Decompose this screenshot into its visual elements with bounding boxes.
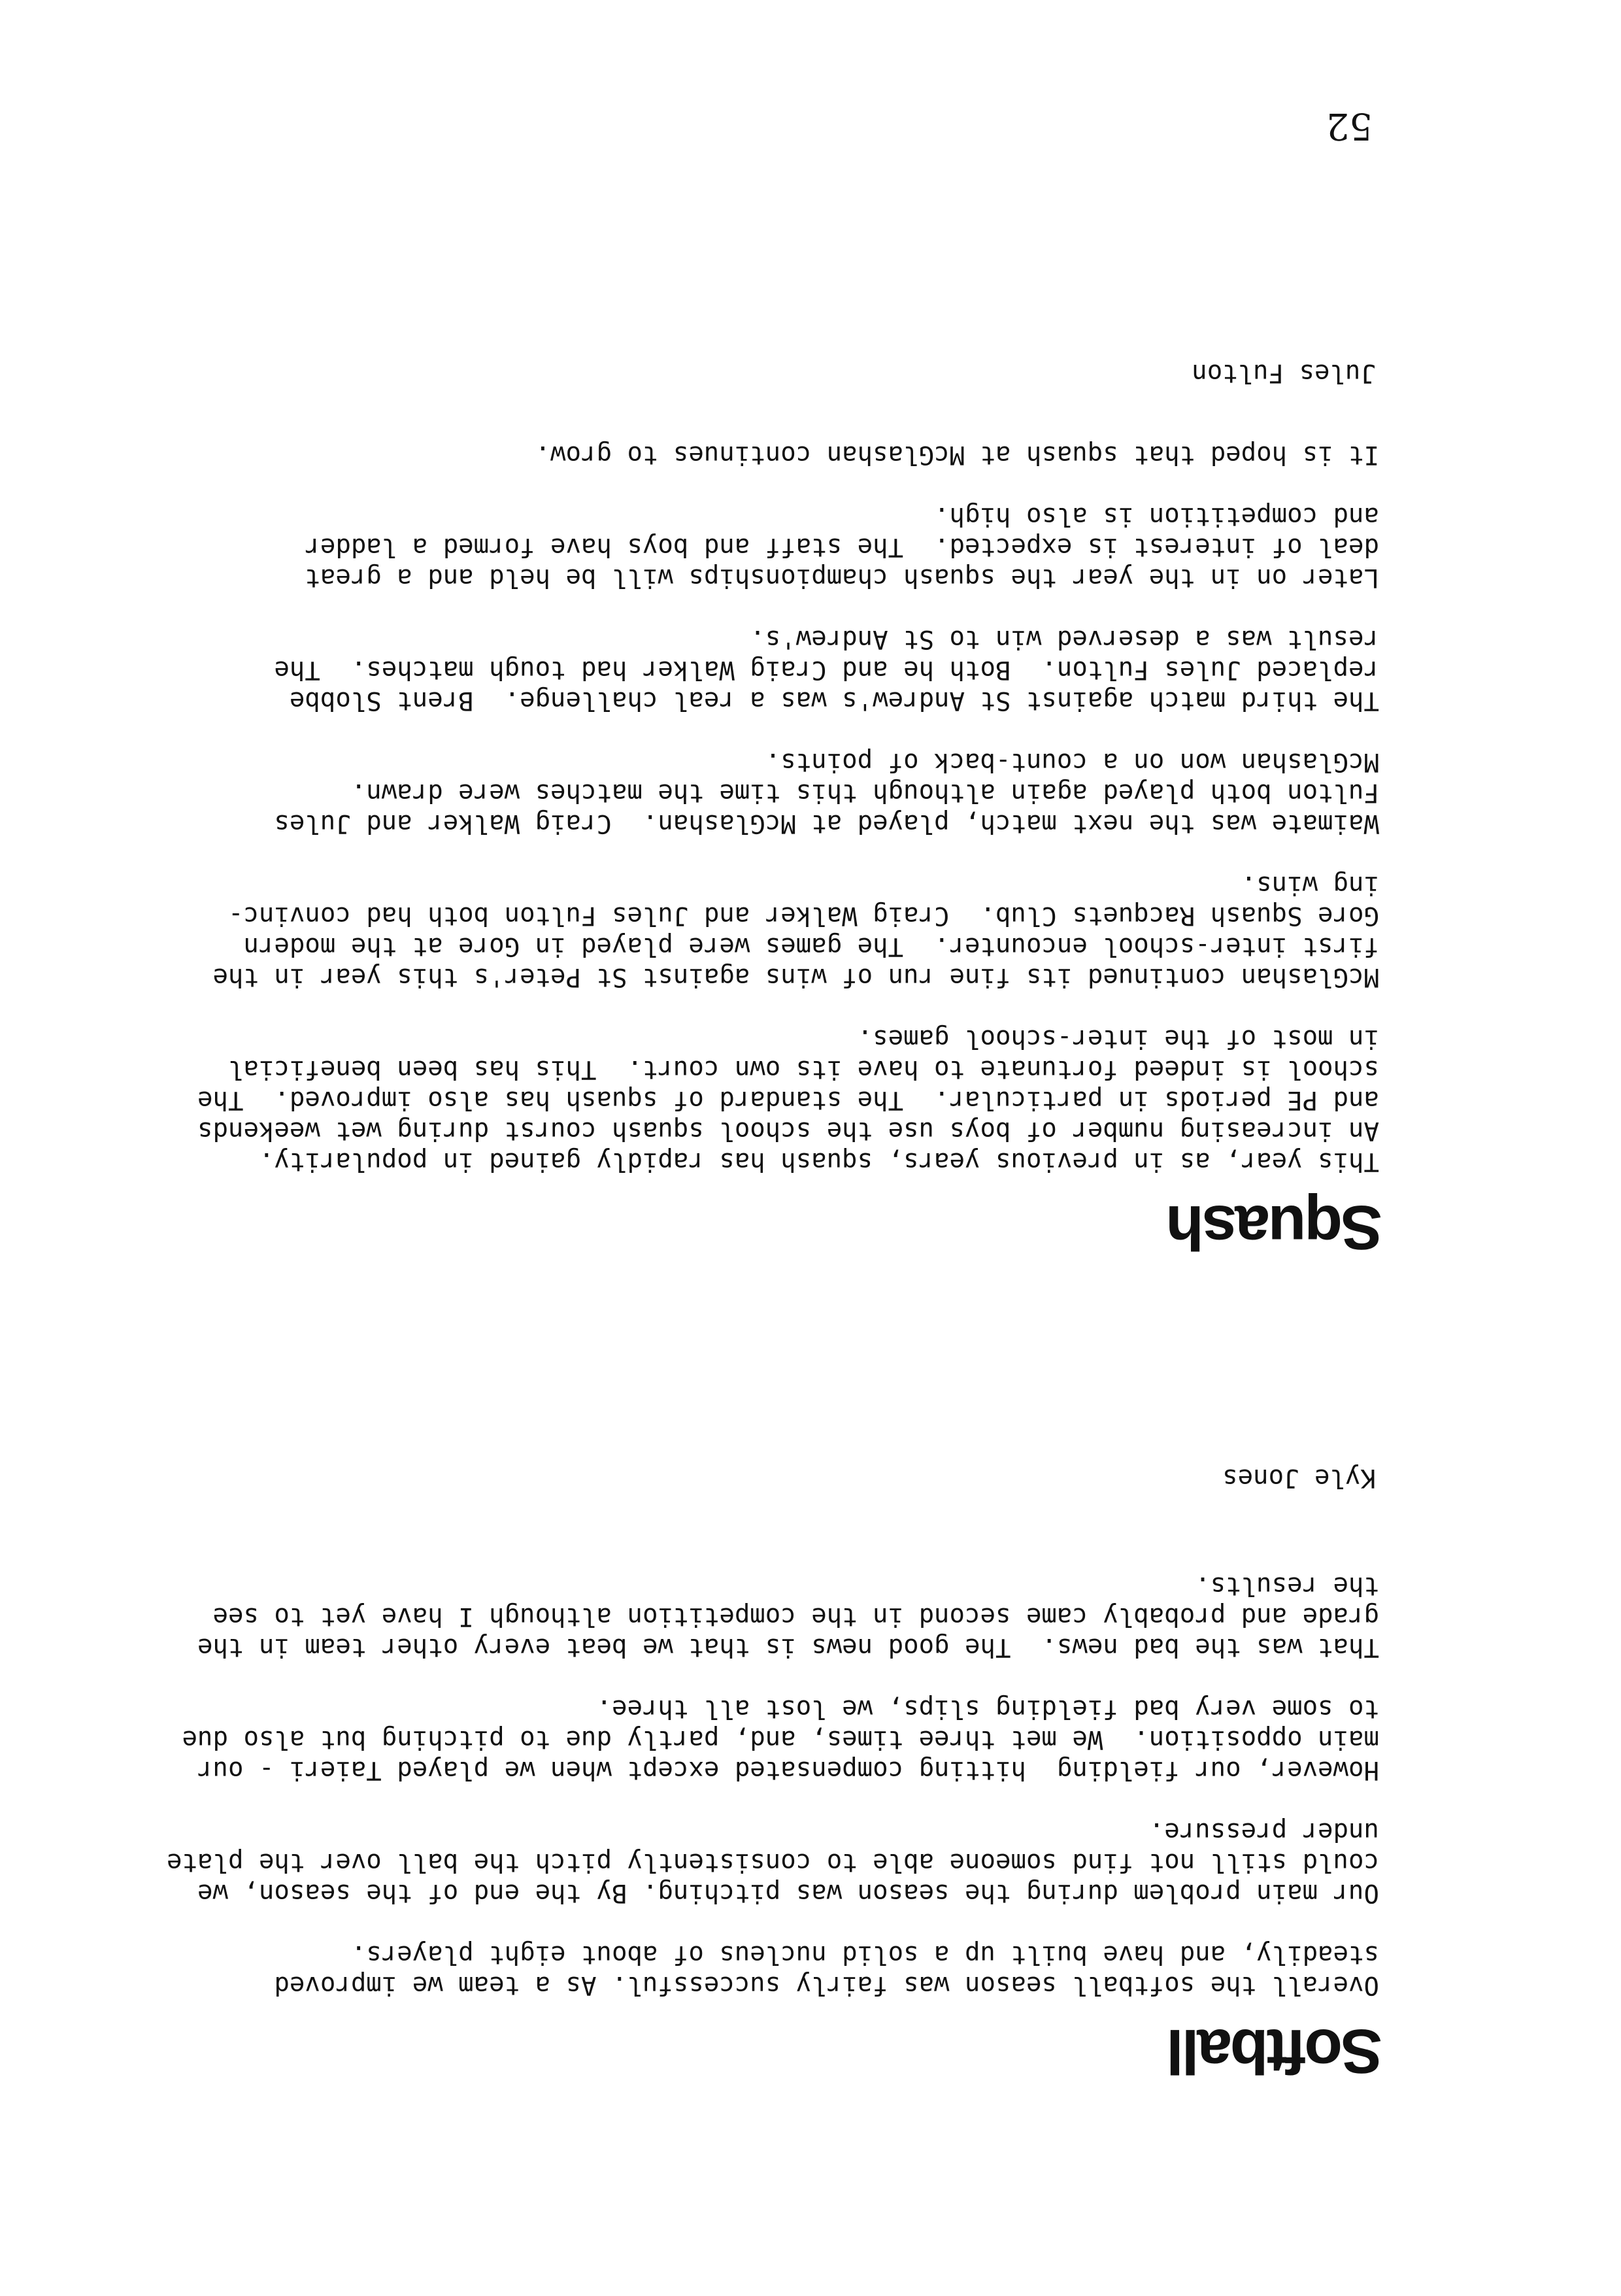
- squash-paragraph-6: It is hoped that squash at McGlashan continues to grow.: [535, 440, 1379, 469]
- squash-paragraph-3: Waimate was the next match, played at McGlashan. Craig Walker and Jules Fulton both played again although this time the matches were drawn. McGlashan won on a count-back of points.: [274, 747, 1379, 838]
- softball-heading: Softball: [1168, 2016, 1382, 2086]
- squash-paragraph-1: This year, as in previous years, squash has rapidly gained in popularity. An increasing number of boys use the school squash courst during wet weekends and PE periods in particular. The standard of squash has also improved. The school is indeed fortunate to have its own court. This has been beneficial in most of the inter-school games.: [197, 1024, 1379, 1176]
- squash-paragraph-5: Later on in the year the squash championships will be held and a great deal of interest is expected. The staff and boys have formed a ladder and competition is also high.: [305, 501, 1379, 592]
- softball-body: [167, 1570, 1379, 2001]
- squash-body: [197, 439, 1379, 1177]
- softball-author: Kyle Jones: [1222, 1463, 1376, 1493]
- softball-paragraph-1: Overall the softball season was fairly successful. As a team we improved steadily, and have built up a solid nucleus of about eight players.: [274, 1940, 1379, 2000]
- squash-author: Jules Fulton: [1192, 358, 1376, 388]
- softball-paragraph-2: Our main problem during the season was pitching. By the end of the season, we could still not find someone able to consistently pitch the ball over the plate under pressure.: [167, 1817, 1379, 1908]
- page-number: 52: [1326, 105, 1373, 147]
- softball-paragraph-4: That was the bad news. The good news is that we beat every other team in the grade and probably came second in the competition although I have yet to see the results.: [197, 1571, 1379, 1662]
- squash-paragraph-2: McGlashan continued its fine run of wins against St Peter's this year in the first inter-school encounter. The games were played in Gore at the modern Gore Squash Racquets Club. Craig Walker and Jules Fulton both had convinc- ing wins.: [212, 870, 1379, 992]
- squash-paragraph-4: The third match against St Andrew's was a real challenge. Brent Slobbe replaced Jules Fulton. Both he and Craig Walker had tough matches. The result was a deserved win to St Andrew's.: [274, 624, 1379, 715]
- softball-paragraph-3: However, our fielding hitting compensated except when we played Taieri - our main opposition. We met three times, and, partly due to pitching but also due to some very bad fielding slips, we lost all three.: [182, 1694, 1379, 1785]
- squash-heading: Squash: [1167, 1192, 1382, 1262]
